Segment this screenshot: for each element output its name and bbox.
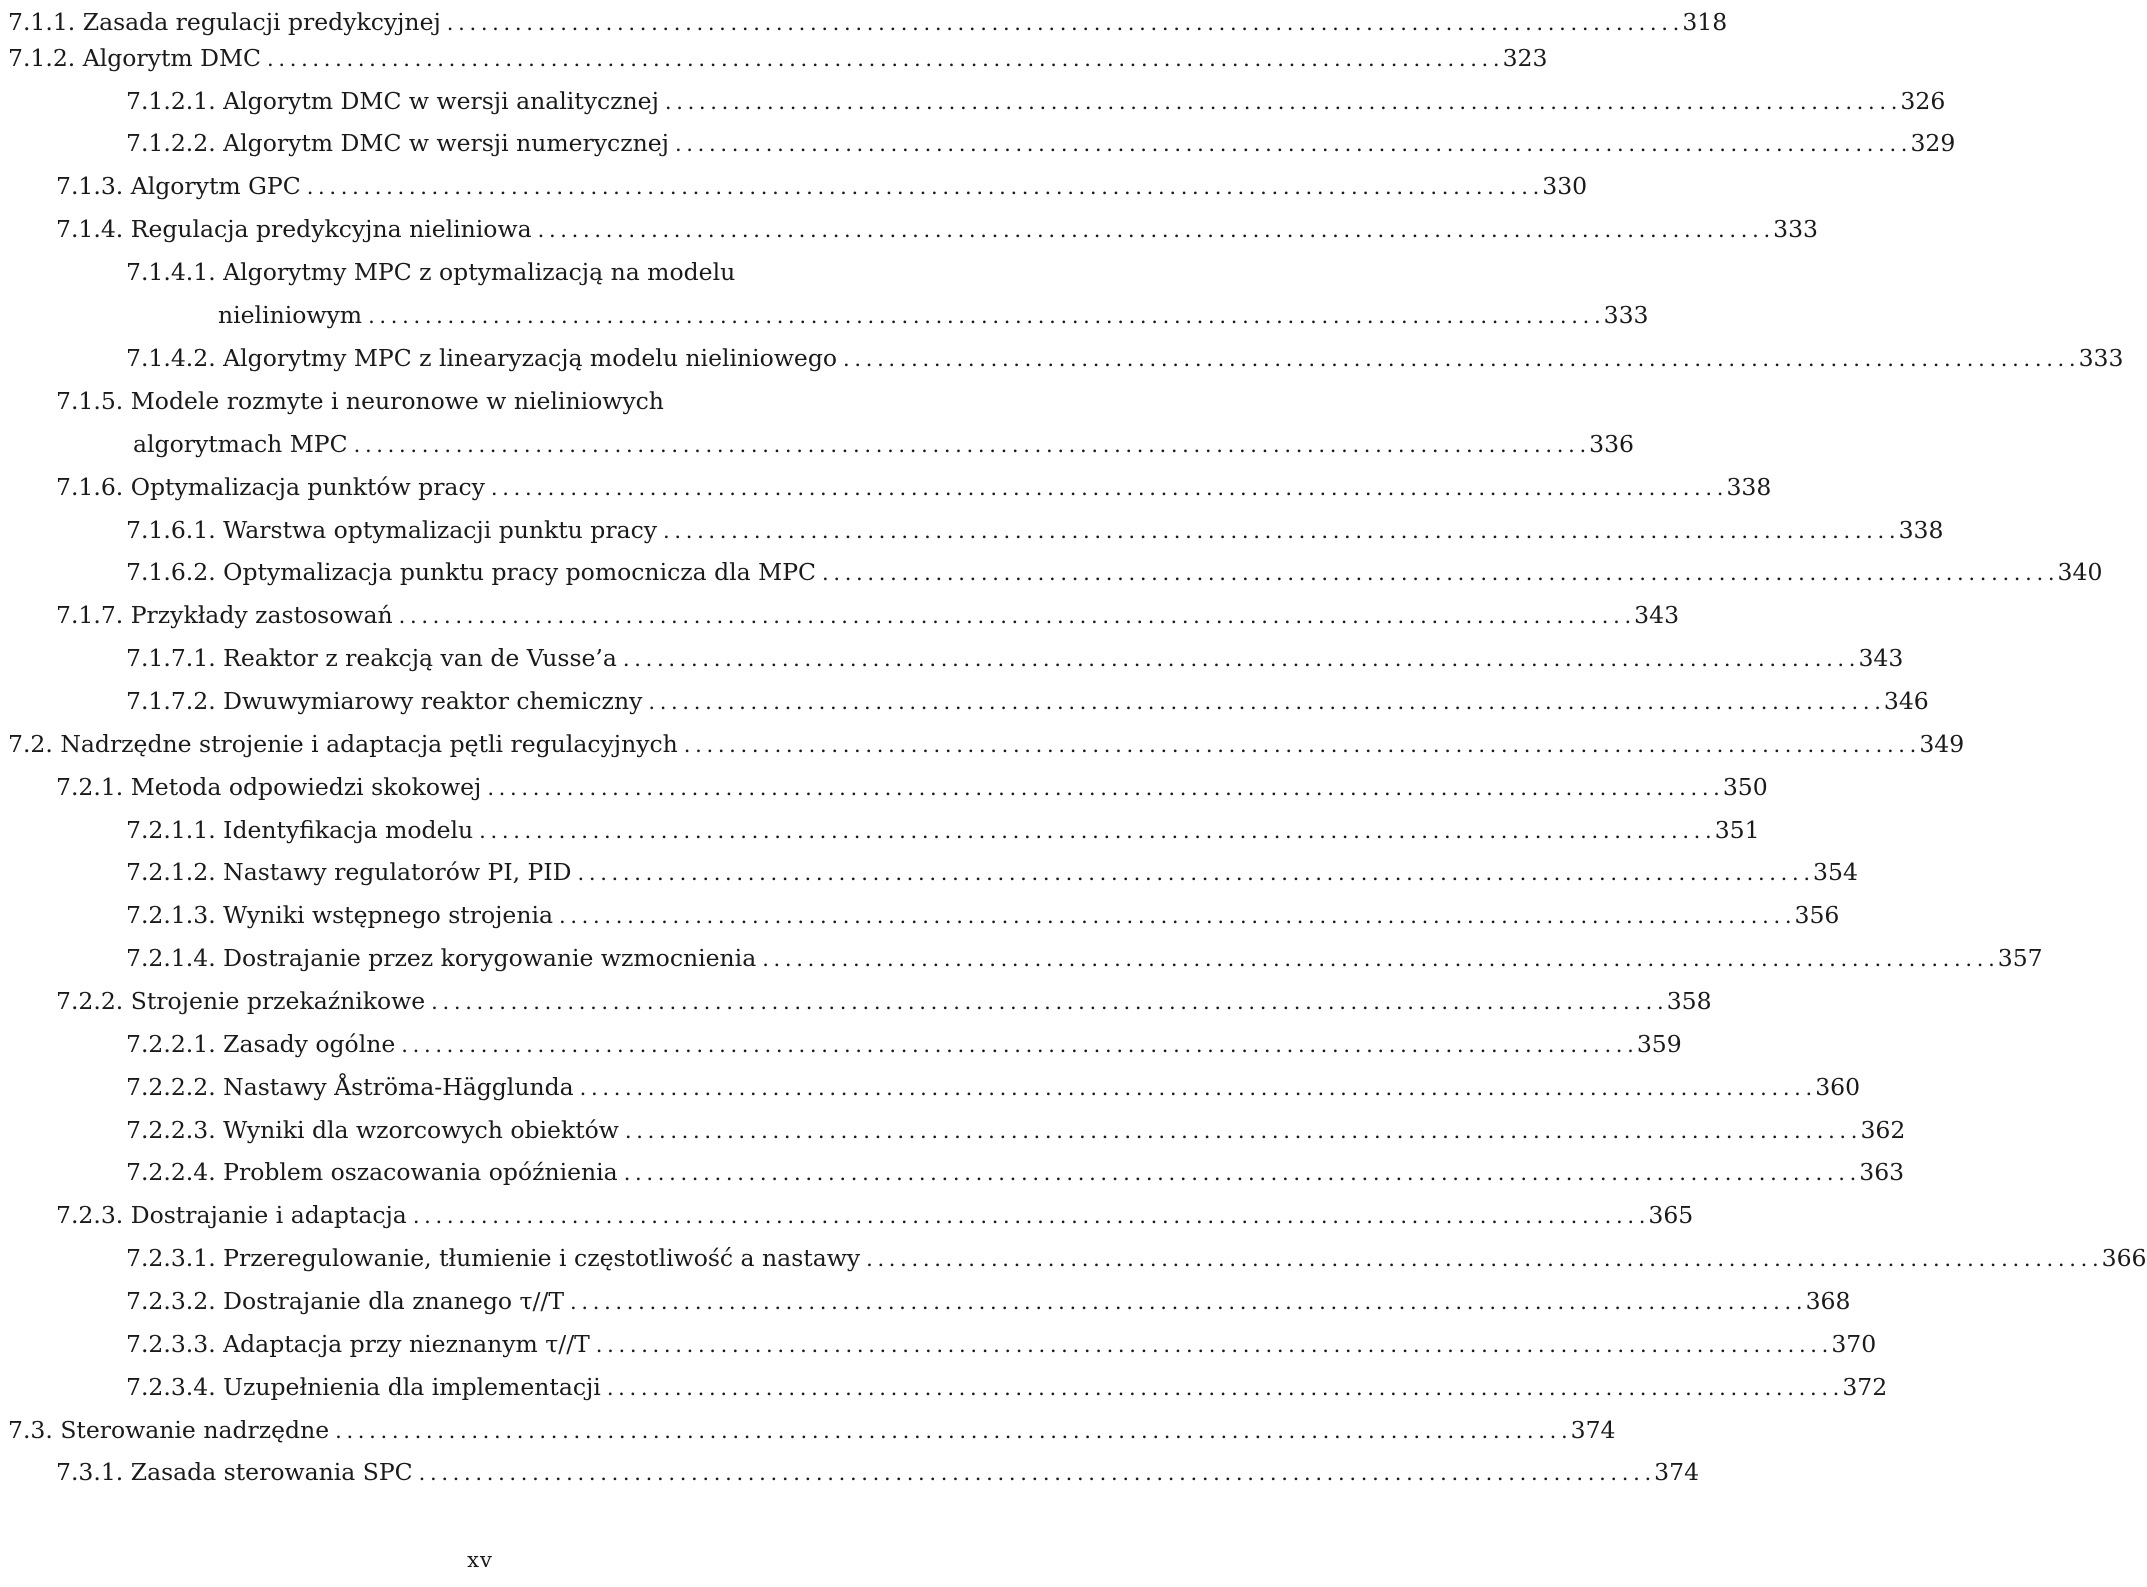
page-number: 360 — [1815, 1072, 1861, 1101]
toc-entry — [56, 465, 1772, 501]
page-number: 368 — [1805, 1286, 1851, 1315]
page-number: 343 — [1634, 600, 1680, 629]
page-number: 338 — [1898, 515, 1944, 544]
section-number: 7.1.2.1. — [126, 86, 216, 115]
leader-dots — [648, 692, 1880, 713]
page-number: 350 — [1722, 772, 1768, 801]
toc-entry — [56, 1193, 1694, 1229]
leader-dots — [368, 306, 1600, 327]
section-number: 7.1.2. — [8, 43, 76, 72]
section-title: Metoda odpowiedzi skokowej — [130, 772, 482, 801]
section-title: Zasada sterowania SPC — [130, 1457, 413, 1486]
section-number: 7.1.5. — [56, 386, 124, 415]
leader-dots — [431, 992, 1663, 1013]
section-number: 7.2.3.4. — [126, 1372, 216, 1401]
section-title: Adaptacja przy nieznanym τ//T — [223, 1329, 590, 1358]
leader-dots — [538, 220, 1770, 241]
section-title: Regulacja predykcyjna nieliniowa — [130, 214, 532, 243]
leader-dots — [447, 13, 1679, 34]
section-title: Nadrzędne strojenie i adaptacja pętli regulacyjnych — [60, 729, 678, 758]
section-title: Wyniki dla wzorcowych obiektów — [223, 1115, 619, 1144]
page-number: 333 — [1773, 214, 1818, 243]
page-number: 359 — [1636, 1029, 1682, 1058]
leader-dots — [607, 1378, 1839, 1399]
section-number: 7.2.3. — [56, 1200, 124, 1229]
section-title: Problem oszacowania opóźnienia — [223, 1157, 618, 1186]
toc-entry — [56, 1450, 1700, 1486]
page-number: 374 — [1654, 1457, 1700, 1486]
page-number: 340 — [2057, 557, 2103, 586]
leader-dots — [413, 1206, 1645, 1227]
toc-entry — [56, 164, 1588, 200]
toc-entry — [56, 979, 1712, 1015]
section-number: 7.3.1. — [56, 1457, 124, 1486]
toc-entry — [126, 1365, 1888, 1401]
leader-dots — [487, 778, 1719, 799]
toc-entry — [8, 0, 1728, 36]
section-number: 7.1.2.2. — [126, 128, 216, 157]
toc-entry — [126, 1022, 1682, 1058]
toc-entry — [126, 936, 2043, 972]
section-title: Algorytm DMC — [82, 43, 262, 72]
section-title: Warstwa optymalizacji punktu pracy — [223, 515, 658, 544]
section-number: 7.1.6.2. — [126, 557, 216, 586]
toc-entry — [56, 207, 1818, 243]
section-number: 7.2.2.4. — [126, 1157, 216, 1186]
toc-entry — [126, 1150, 1905, 1186]
page-number: 326 — [1900, 86, 1946, 115]
leader-dots — [684, 735, 1916, 756]
page-number: 366 — [2101, 1243, 2147, 1272]
toc-entry — [126, 1065, 1861, 1101]
toc-entry — [126, 808, 1760, 844]
toc-entry — [126, 1108, 1906, 1144]
page-number: 333 — [2078, 343, 2124, 372]
section-number: 7.2.3.1. — [126, 1243, 216, 1272]
leader-dots — [762, 949, 1994, 970]
section-title: Algorytm DMC w wersji numerycznej — [223, 128, 669, 157]
section-number: 7.1.7.1. — [126, 643, 216, 672]
page-number: 330 — [1542, 171, 1588, 200]
section-number: 7.2.1.3. — [126, 900, 216, 929]
page-number: 349 — [1919, 729, 1965, 758]
toc-entry — [126, 121, 1956, 157]
section-title: Optymalizacja punktów pracy — [130, 472, 485, 501]
leader-dots — [663, 521, 1895, 542]
section-number: 7.1.6.1. — [126, 515, 216, 544]
toc-entry — [8, 1408, 1616, 1444]
leader-dots — [822, 563, 2054, 584]
section-number: 7.2.1.2. — [126, 857, 216, 886]
section-title: Strojenie przekaźnikowe — [130, 986, 426, 1015]
page-number: 370 — [1831, 1329, 1877, 1358]
section-number: 7.1.4.1. — [126, 257, 216, 286]
page-folio: xv — [467, 1548, 493, 1572]
toc-entry-first-line — [126, 250, 735, 284]
toc-entry — [126, 636, 1904, 672]
leader-dots — [675, 134, 1907, 155]
page-number: 333 — [1603, 300, 1649, 329]
toc-entry — [8, 36, 1548, 72]
page-number: 351 — [1714, 815, 1760, 844]
section-title: Sterowanie nadrzędne — [60, 1415, 330, 1444]
section-number: 7.1.7. — [56, 600, 124, 629]
page-number: 346 — [1883, 686, 1929, 715]
section-title: Zasada regulacji predykcyjnej — [82, 7, 441, 36]
leader-dots — [578, 863, 1810, 884]
page-number: 343 — [1858, 643, 1904, 672]
section-number: 7.2.2. — [56, 986, 124, 1015]
page-number: 374 — [1570, 1415, 1616, 1444]
page-number: 323 — [1502, 43, 1548, 72]
section-number: 7.1.6. — [56, 472, 124, 501]
toc-entry — [126, 550, 2103, 586]
section-title: Identyfikacja modelu — [223, 815, 474, 844]
page-number: 365 — [1648, 1200, 1694, 1229]
toc-entry — [126, 1236, 2147, 1272]
page-number: 338 — [1726, 472, 1772, 501]
toc-entry — [126, 508, 1944, 544]
section-number: 7.1.4.2. — [126, 343, 216, 372]
section-number: 7.2.2.2. — [126, 1072, 216, 1101]
leader-dots — [479, 821, 1711, 842]
toc-entry-continuation — [133, 422, 1634, 458]
page-number: 363 — [1859, 1157, 1905, 1186]
leader-dots — [307, 177, 1539, 198]
section-number: 7.1.1. — [8, 7, 76, 36]
toc-entry — [56, 765, 1768, 801]
section-title: Wyniki wstępnego strojenia — [223, 900, 553, 929]
section-title: Algorytm DMC w wersji analitycznej — [223, 86, 659, 115]
toc-entry — [126, 336, 2124, 372]
section-number: 7.2. — [8, 729, 53, 758]
section-title: Przykłady zastosowań — [130, 600, 393, 629]
toc-entry — [8, 722, 1965, 758]
section-number: 7.2.1.1. — [126, 815, 216, 844]
section-title: Algorytmy MPC z optymalizacją na modelu — [223, 257, 736, 286]
toc-entry — [126, 893, 1840, 929]
page-number: 362 — [1860, 1115, 1906, 1144]
leader-dots — [267, 49, 1499, 70]
toc-entry — [126, 1322, 1877, 1358]
leader-dots — [665, 92, 1897, 113]
section-title: nieliniowym — [218, 300, 363, 329]
toc-entry-continuation — [218, 293, 1649, 329]
section-title: Dostrajanie dla znanego τ//T — [223, 1286, 565, 1315]
section-number: 7.3. — [8, 1415, 53, 1444]
leader-dots — [624, 1163, 1856, 1184]
leader-dots — [625, 1121, 1857, 1142]
section-number: 7.2.2.3. — [126, 1115, 216, 1144]
leader-dots — [580, 1078, 1812, 1099]
toc-entry-first-line — [56, 379, 664, 413]
section-number: 7.2.3.3. — [126, 1329, 216, 1358]
section-title: Nastawy regulatorów PI, PID — [223, 857, 572, 886]
toc-entry — [126, 1279, 1851, 1315]
section-number: 7.2.1.4. — [126, 943, 216, 972]
section-number: 7.2.1. — [56, 772, 124, 801]
section-title: Modele rozmyte i neuronowe w nieliniowych — [130, 386, 664, 415]
toc-entry — [126, 79, 1946, 115]
toc-entry — [126, 850, 1858, 886]
page-number: 358 — [1666, 986, 1712, 1015]
leader-dots — [335, 1421, 1567, 1442]
section-title: Dostrajanie i adaptacja — [130, 1200, 407, 1229]
leader-dots — [623, 649, 1855, 670]
section-title: Zasady ogólne — [223, 1029, 396, 1058]
section-number: 7.2.2.1. — [126, 1029, 216, 1058]
section-title: Algorytm GPC — [130, 171, 301, 200]
page-number: 372 — [1842, 1372, 1888, 1401]
section-number: 7.2.3.2. — [126, 1286, 216, 1315]
page-number: 329 — [1910, 128, 1956, 157]
leader-dots — [570, 1292, 1802, 1313]
toc-entry — [126, 679, 1929, 715]
section-title: Nastawy Åströma-Hägglunda — [223, 1072, 574, 1101]
section-title: Uzupełnienia dla implementacji — [223, 1372, 601, 1401]
section-number: 7.1.4. — [56, 214, 124, 243]
page-number: 354 — [1813, 857, 1858, 886]
section-title: Reaktor z reakcją van de Vusse’a — [223, 643, 617, 672]
leader-dots — [596, 1335, 1828, 1356]
leader-dots — [399, 606, 1631, 627]
section-title: Przeregulowanie, tłumienie i częstotliwość a nastawy — [223, 1243, 861, 1272]
leader-dots — [866, 1249, 2098, 1270]
page-number: 336 — [1589, 429, 1634, 458]
leader-dots — [401, 1035, 1633, 1056]
section-title: Algorytmy MPC z linearyzacją modelu nieliniowego — [223, 343, 838, 372]
toc-entry — [56, 593, 1680, 629]
section-title: algorytmach MPC — [133, 429, 348, 458]
section-number: 7.1.3. — [56, 171, 124, 200]
page-number: 356 — [1794, 900, 1840, 929]
section-number: 7.1.7.2. — [126, 686, 216, 715]
section-title: Dwuwymiarowy reaktor chemiczny — [223, 686, 643, 715]
page-number: 318 — [1682, 7, 1728, 36]
section-title: Optymalizacja punktu pracy pomocnicza dla MPC — [223, 557, 816, 586]
section-title: Dostrajanie przez korygowanie wzmocnienia — [223, 943, 757, 972]
leader-dots — [843, 349, 2075, 370]
leader-dots — [419, 1463, 1651, 1484]
page-number: 357 — [1997, 943, 2043, 972]
leader-dots — [354, 435, 1586, 456]
leader-dots — [491, 478, 1723, 499]
leader-dots — [559, 906, 1791, 927]
